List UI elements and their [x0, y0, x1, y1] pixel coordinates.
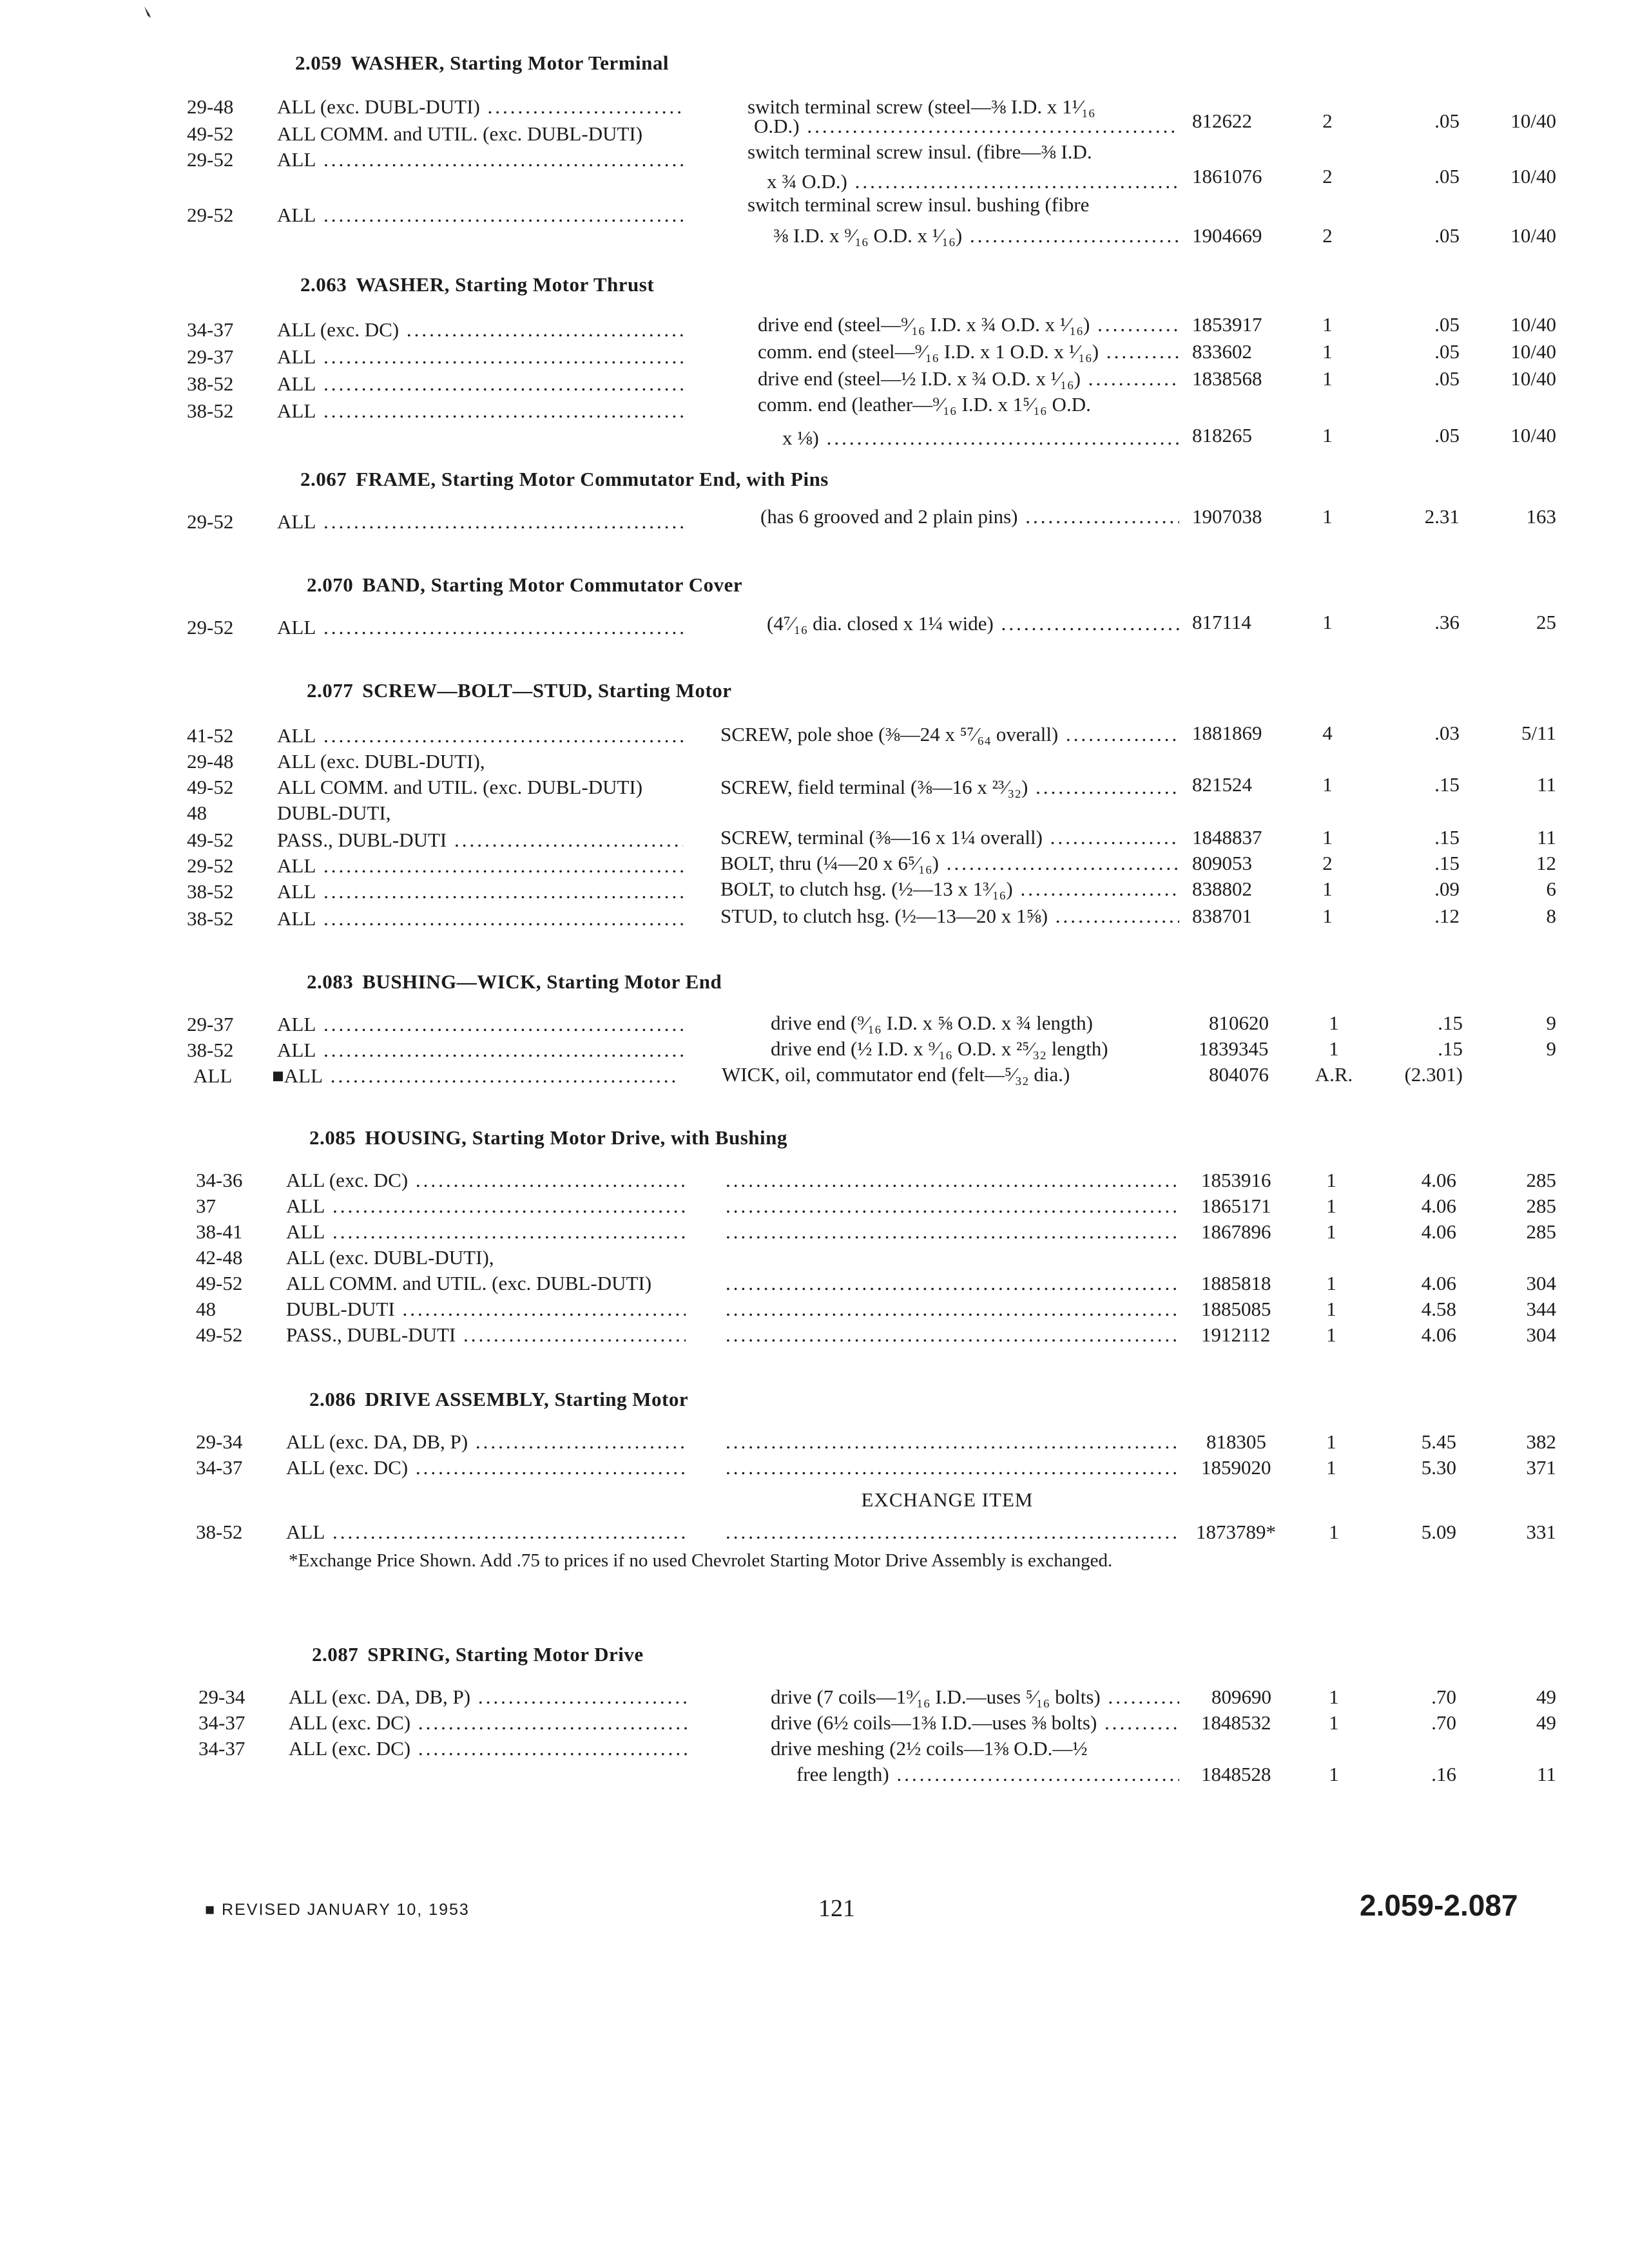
years-cell: 48 — [196, 1298, 216, 1320]
models-cell: DUBL-DUTI ..... — [286, 1298, 686, 1321]
table-row — [0, 1456, 1629, 1485]
models-cell: ALL (exc. DUBL-DUTI), — [286, 1246, 494, 1269]
quantity-cell: 1 — [1326, 1169, 1336, 1191]
price-cell: .03 — [1434, 722, 1460, 744]
part-number-cell: 1885085 — [1201, 1298, 1271, 1320]
price-cell: .09 — [1434, 878, 1460, 900]
section-title — [309, 1126, 787, 1149]
section-title — [295, 52, 669, 75]
models-cell: ALL ..... — [277, 399, 683, 423]
models-cell: DUBL-DUTI, — [277, 802, 391, 824]
models-cell: ALL ..... — [277, 880, 683, 903]
price-cell: 5.09 — [1421, 1521, 1456, 1543]
weight-cell: 12 — [1536, 852, 1556, 874]
years-cell: 29-34 — [196, 1430, 243, 1453]
weight-cell: 10/40 — [1510, 313, 1556, 336]
table-row — [0, 773, 1629, 804]
section-heading: WASHER, Starting Motor Terminal — [351, 52, 669, 74]
section-number: 2.059 — [295, 52, 342, 74]
models-cell: ALL ..... — [277, 204, 683, 227]
price-cell: 4.06 — [1421, 1272, 1456, 1294]
weight-cell: 10/40 — [1510, 110, 1556, 132]
models-cell: ■ALL ..... — [272, 1064, 678, 1088]
models-cell: ALL COMM. and UTIL. (exc. DUBL-DUTI) — [277, 776, 643, 798]
models-cell: ALL ..... — [286, 1220, 686, 1244]
price-cell: 2.31 — [1424, 505, 1460, 528]
quantity-cell: 1 — [1326, 1430, 1336, 1453]
models-cell: ALL ..... — [277, 724, 683, 747]
quantity-cell: 1 — [1326, 1220, 1336, 1243]
part-number-cell: 1853916 — [1201, 1169, 1271, 1191]
price-cell: .70 — [1431, 1711, 1456, 1734]
weight-cell: 25 — [1536, 611, 1556, 633]
years-cell: 29-52 — [187, 510, 234, 533]
description-cell: BOLT, thru (¼—20 x 6⁵⁄₁₆) ..... — [720, 852, 1179, 875]
years-cell: 34-37 — [198, 1711, 246, 1734]
price-cell: .05 — [1434, 313, 1460, 336]
part-number-cell: 838701 — [1192, 905, 1252, 927]
models-cell: PASS., DUBL-DUTI ..... — [277, 829, 683, 852]
price-cell: .05 — [1434, 367, 1460, 390]
quantity-cell: 1 — [1326, 1272, 1336, 1294]
quantity-cell: 2 — [1322, 852, 1333, 874]
price-cell: 5.45 — [1421, 1430, 1456, 1453]
description-cell: SCREW, terminal (⅜—16 x 1¼ overall) ..... — [720, 826, 1179, 849]
quantity-cell: 2 — [1322, 110, 1333, 132]
section-number: 2.086 — [309, 1388, 356, 1410]
weight-cell: 49 — [1536, 1711, 1556, 1734]
revision-date: ■ REVISED JANUARY 10, 1953 — [205, 1901, 470, 1919]
price-cell: (2.301) — [1404, 1063, 1463, 1086]
section-range: 2.059-2.087 — [1360, 1888, 1518, 1922]
quantity-cell: 1 — [1326, 1323, 1336, 1346]
description-cell — [726, 1195, 1179, 1218]
part-number-cell: 818265 — [1192, 424, 1252, 447]
section-number: 2.067 — [300, 468, 347, 490]
years-cell: 38-52 — [187, 372, 234, 395]
section-number: 2.087 — [312, 1643, 359, 1666]
price-cell: .15 — [1434, 852, 1460, 874]
description-cell: SCREW, field terminal (⅜—16 x ²³⁄₃₂) ..... — [720, 776, 1179, 799]
quantity-cell: 1 — [1326, 1456, 1336, 1479]
weight-cell: 285 — [1526, 1169, 1556, 1191]
weight-cell: 285 — [1526, 1220, 1556, 1243]
description-cell — [726, 1169, 1179, 1192]
models-cell: ALL (exc. DUBL-DUTI) ..... — [277, 95, 683, 119]
years-cell: 38-52 — [187, 399, 234, 422]
models-cell: ALL ..... — [277, 907, 683, 930]
quantity-cell: 1 — [1329, 1012, 1339, 1034]
description-cell: O.D.) ..... — [754, 115, 1179, 138]
years-cell: ALL — [193, 1064, 233, 1087]
years-cell: 38-52 — [187, 1039, 234, 1061]
table-row — [0, 1169, 1629, 1197]
part-number-cell: 1881869 — [1192, 722, 1262, 744]
section-heading: DRIVE ASSEMBLY, Starting Motor — [365, 1388, 689, 1410]
years-cell: 48 — [187, 802, 207, 824]
weight-cell: 11 — [1537, 773, 1556, 796]
weight-cell: 9 — [1546, 1012, 1556, 1034]
section-heading: HOUSING, Starting Motor Drive, with Bushing — [365, 1126, 787, 1149]
weight-cell: 285 — [1526, 1195, 1556, 1217]
description-cell: switch terminal screw insul. (fibre—⅜ I.D. — [747, 140, 1092, 163]
quantity-cell: 1 — [1322, 424, 1333, 447]
section-heading: BUSHING—WICK, Starting Motor End — [362, 970, 722, 993]
part-number-cell: 1865171 — [1201, 1195, 1271, 1217]
weight-cell: 10/40 — [1510, 224, 1556, 247]
section-title — [300, 273, 654, 296]
description-cell: (4⁷⁄₁₆ dia. closed x 1¼ wide) ..... — [767, 612, 1179, 635]
weight-cell: 344 — [1526, 1298, 1556, 1320]
quantity-cell: 1 — [1322, 367, 1333, 390]
models-cell: ALL (exc. DC) ..... — [286, 1169, 686, 1192]
description-cell: BOLT, to clutch hsg. (½—13 x 1³⁄₁₆) ..... — [720, 878, 1179, 901]
years-cell: 37 — [196, 1195, 216, 1217]
table-row — [0, 505, 1629, 539]
description-cell: comm. end (steel—⁹⁄₁₆ I.D. x 1 O.D. x ¹⁄₁₆) ..... — [758, 340, 1179, 363]
models-cell: ALL (exc. DC) ..... — [286, 1456, 686, 1479]
years-cell: 42-48 — [196, 1246, 243, 1269]
years-cell: 29-52 — [187, 616, 234, 639]
table-row — [0, 611, 1629, 644]
section-heading: SPRING, Starting Motor Drive — [367, 1643, 644, 1666]
table-row — [0, 1298, 1629, 1326]
table-row — [0, 1686, 1629, 1714]
price-cell: 4.06 — [1421, 1195, 1456, 1217]
part-number-cell: 838802 — [1192, 878, 1252, 900]
table-row — [0, 1064, 1629, 1093]
part-number-cell: 1839345 — [1199, 1037, 1269, 1060]
weight-cell: 10/40 — [1510, 367, 1556, 390]
price-cell: .36 — [1434, 611, 1460, 633]
years-cell: 49-52 — [196, 1272, 243, 1294]
price-cell: 4.58 — [1421, 1298, 1456, 1320]
section-heading: WASHER, Starting Motor Thrust — [356, 273, 655, 296]
weight-cell: 11 — [1537, 1763, 1556, 1785]
description-cell — [726, 1521, 1179, 1544]
part-number-cell: 809690 — [1211, 1686, 1271, 1708]
price-cell: .05 — [1434, 340, 1460, 363]
models-cell: ALL ..... — [277, 372, 683, 396]
quantity-cell: 1 — [1322, 773, 1333, 796]
quantity-cell: 2 — [1322, 165, 1333, 187]
description-cell: free length) ..... — [796, 1763, 1179, 1786]
part-number-cell: 1904669 — [1192, 224, 1262, 247]
description-cell: switch terminal screw (steel—⅜ I.D. x 1¹⁄₁₆ — [747, 95, 1095, 118]
price-cell: .05 — [1434, 224, 1460, 247]
part-number-cell: 812622 — [1192, 110, 1252, 132]
models-cell: ALL ..... — [277, 1013, 683, 1036]
table-row — [0, 1272, 1629, 1300]
weight-cell: 304 — [1526, 1272, 1556, 1294]
description-cell: x ¾ O.D.) ..... — [767, 170, 1179, 193]
years-cell: 29-48 — [187, 750, 234, 773]
quantity-cell: 1 — [1329, 1763, 1339, 1785]
price-cell: 4.06 — [1421, 1169, 1456, 1191]
years-cell: 34-36 — [196, 1169, 243, 1191]
table-row — [0, 424, 1629, 455]
part-number-cell: 810620 — [1209, 1012, 1269, 1034]
weight-cell: 331 — [1526, 1521, 1556, 1543]
years-cell: 41-52 — [187, 724, 234, 747]
description-cell: drive end (⁹⁄₁₆ I.D. x ⅝ O.D. x ¾ length) — [771, 1012, 1093, 1034]
description-cell: drive end (steel—½ I.D. x ¾ O.D. x ¹⁄₁₆) ..... — [758, 367, 1179, 390]
price-cell: 4.06 — [1421, 1220, 1456, 1243]
weight-cell: 371 — [1526, 1456, 1556, 1479]
table-row — [0, 1430, 1629, 1459]
models-cell: ALL (exc. DC) ..... — [289, 1737, 688, 1760]
table-row — [0, 1521, 1629, 1549]
section-title — [300, 468, 829, 491]
part-number-cell: 1838568 — [1192, 367, 1262, 390]
weight-cell: 5/11 — [1521, 722, 1556, 744]
quantity-cell: 4 — [1322, 722, 1333, 744]
part-number-cell: 817114 — [1192, 611, 1251, 633]
weight-cell: 304 — [1526, 1323, 1556, 1346]
price-cell: .05 — [1434, 110, 1460, 132]
quantity-cell: A.R. — [1315, 1063, 1353, 1086]
weight-cell: 9 — [1546, 1037, 1556, 1060]
years-cell: 49-52 — [187, 122, 234, 145]
section-number: 2.063 — [300, 273, 347, 296]
years-cell: 29-34 — [198, 1686, 246, 1708]
years-cell: 49-52 — [187, 776, 234, 798]
quantity-cell: 1 — [1322, 611, 1333, 633]
part-number-cell: 818305 — [1206, 1430, 1266, 1453]
table-row — [0, 224, 1629, 253]
description-cell — [726, 1298, 1179, 1321]
description-cell: comm. end (leather—⁹⁄₁₆ I.D. x 1⁵⁄₁₆ O.D. — [758, 393, 1091, 416]
section-heading: BAND, Starting Motor Commutator Cover — [362, 573, 743, 596]
part-number-cell: 1861076 — [1192, 165, 1262, 187]
models-cell: ALL ..... — [277, 148, 683, 171]
years-cell: 29-48 — [187, 95, 234, 118]
quantity-cell: 1 — [1322, 313, 1333, 336]
table-row — [0, 1220, 1629, 1249]
description-cell: SCREW, pole shoe (⅜—24 x ⁵⁷⁄₆₄ overall) ..... — [720, 723, 1179, 746]
description-cell: (has 6 grooved and 2 plain pins) ..... — [760, 505, 1179, 528]
price-cell: .05 — [1434, 165, 1460, 187]
part-number-cell: 1848528 — [1201, 1763, 1271, 1785]
quantity-cell: 1 — [1329, 1711, 1339, 1734]
section-number: 2.085 — [309, 1126, 356, 1149]
quantity-cell: 1 — [1326, 1298, 1336, 1320]
years-cell: 38-41 — [196, 1220, 243, 1243]
years-cell: 34-37 — [196, 1456, 243, 1479]
weight-cell: 10/40 — [1510, 165, 1556, 187]
part-number-cell: 809053 — [1192, 852, 1252, 874]
part-number-cell: 821524 — [1192, 773, 1252, 796]
part-number-cell: 804076 — [1209, 1063, 1269, 1086]
part-number-cell: 1867896 — [1201, 1220, 1271, 1243]
models-cell: ALL (exc. DC) ..... — [289, 1711, 688, 1735]
weight-cell: 49 — [1536, 1686, 1556, 1708]
years-cell: 29-37 — [187, 1013, 234, 1035]
weight-cell: 10/40 — [1510, 340, 1556, 363]
quantity-cell: 1 — [1322, 878, 1333, 900]
quantity-cell: 2 — [1322, 224, 1333, 247]
table-row — [0, 1711, 1629, 1740]
models-cell: PASS., DUBL-DUTI ..... — [286, 1323, 686, 1347]
part-number-cell: 1873789* — [1196, 1521, 1276, 1543]
description-cell — [726, 1430, 1179, 1454]
table-row — [0, 1763, 1629, 1791]
quantity-cell: 1 — [1329, 1037, 1339, 1060]
price-cell: .15 — [1434, 826, 1460, 849]
models-cell: ALL (exc. DC) ..... — [277, 318, 683, 341]
models-cell: ALL COMM. and UTIL. (exc. DUBL-DUTI) — [277, 122, 643, 145]
section-title — [307, 970, 722, 994]
description-cell — [726, 1456, 1179, 1479]
section-title — [309, 1388, 688, 1411]
description-cell: drive end (steel—⁹⁄₁₆ I.D. x ¾ O.D. x ¹⁄₁₆) ..... — [758, 313, 1179, 336]
quantity-cell: 1 — [1322, 826, 1333, 849]
models-cell: ALL ..... — [277, 616, 683, 639]
price-cell: .15 — [1438, 1012, 1463, 1034]
section-title — [307, 679, 732, 702]
part-number-cell: 1885818 — [1201, 1272, 1271, 1294]
quantity-cell: 1 — [1322, 505, 1333, 528]
models-cell: ALL ..... — [277, 345, 683, 369]
models-cell: ALL (exc. DA, DB, P) ..... — [289, 1686, 688, 1709]
weight-cell: 8 — [1546, 905, 1556, 927]
section-heading: SCREW—BOLT—STUD, Starting Motor — [362, 679, 732, 702]
weight-cell: 11 — [1537, 826, 1556, 849]
table-row — [0, 1323, 1629, 1352]
years-cell: 49-52 — [187, 829, 234, 851]
description-cell: drive meshing (2½ coils—1⅜ O.D.—½ — [771, 1737, 1088, 1760]
years-cell: 38-52 — [187, 907, 234, 930]
years-cell: 29-52 — [187, 204, 234, 226]
section-title — [312, 1643, 644, 1666]
years-cell: 29-52 — [187, 148, 234, 171]
models-cell: ALL ..... — [277, 1039, 683, 1062]
section-number: 2.077 — [307, 679, 354, 702]
table-row — [0, 1737, 1629, 1765]
part-number-cell: 1907038 — [1192, 505, 1262, 528]
description-cell: switch terminal screw insul. bushing (fibre — [747, 193, 1090, 216]
description-cell: WICK, oil, commutator end (felt—⁵⁄₃₂ dia.) — [722, 1063, 1070, 1086]
section-number: 2.070 — [307, 573, 354, 596]
description-cell — [726, 1323, 1179, 1347]
table-row — [0, 724, 1629, 753]
models-cell: ALL ..... — [286, 1195, 686, 1218]
price-cell: .15 — [1434, 773, 1460, 796]
models-cell: ALL ..... — [286, 1521, 686, 1544]
price-cell: .05 — [1434, 424, 1460, 447]
weight-cell: 10/40 — [1510, 424, 1556, 447]
years-cell: 34-37 — [198, 1737, 246, 1760]
description-cell: drive end (½ I.D. x ⁹⁄₁₆ O.D. x ²⁵⁄₃₂ length) — [771, 1037, 1108, 1060]
description-cell — [726, 1272, 1179, 1295]
quantity-cell: 1 — [1322, 340, 1333, 363]
quantity-cell: 1 — [1322, 905, 1333, 927]
description-cell: STUD, to clutch hsg. (½—13—20 x 1⅝) ..... — [720, 905, 1179, 928]
models-cell: ALL ..... — [277, 510, 683, 533]
part-number-cell: 1853917 — [1192, 313, 1262, 336]
description-cell — [726, 1220, 1179, 1244]
section-title — [307, 573, 742, 597]
exchange-price-note: *Exchange Price Shown. Add .75 to prices if no used Chevrolet Starting Motor Drive Assembly is exchanged. — [289, 1550, 1113, 1571]
years-cell: 29-52 — [187, 854, 234, 877]
section-heading: FRAME, Starting Motor Commutator End, with Pins — [356, 468, 829, 490]
page-number: 121 — [818, 1895, 855, 1922]
price-cell: .15 — [1438, 1037, 1463, 1060]
part-number-cell: 1848837 — [1192, 826, 1262, 849]
quantity-cell: 1 — [1329, 1686, 1339, 1708]
weight-cell: 163 — [1526, 505, 1556, 528]
pen-mark-icon — [143, 5, 152, 19]
models-cell: ALL COMM. and UTIL. (exc. DUBL-DUTI) — [286, 1272, 652, 1294]
years-cell: 34-37 — [187, 318, 234, 341]
weight-cell: 6 — [1546, 878, 1556, 900]
table-row — [0, 1246, 1629, 1274]
part-number-cell: 1859020 — [1201, 1456, 1271, 1479]
description-cell: ⅜ I.D. x ⁹⁄₁₆ O.D. x ¹⁄₁₆) ..... — [773, 224, 1179, 247]
exchange-item-label: EXCHANGE ITEM — [861, 1488, 1034, 1511]
price-cell: .12 — [1434, 905, 1460, 927]
models-cell: ALL (exc. DA, DB, P) ..... — [286, 1430, 686, 1454]
quantity-cell: 1 — [1329, 1521, 1339, 1543]
years-cell: 49-52 — [196, 1323, 243, 1346]
part-number-cell: 1912112 — [1201, 1323, 1271, 1346]
years-cell: 29-37 — [187, 345, 234, 368]
description-cell: x ⅛) ..... — [782, 427, 1179, 450]
price-cell: .16 — [1431, 1763, 1456, 1785]
section-number: 2.083 — [307, 970, 354, 993]
part-number-cell: 1848532 — [1201, 1711, 1271, 1734]
years-cell: 38-52 — [196, 1521, 243, 1543]
part-number-cell: 833602 — [1192, 340, 1252, 363]
weight-cell: 382 — [1526, 1430, 1556, 1453]
description-cell: drive (6½ coils—1⅜ I.D.—uses ⅜ bolts) ..... — [771, 1711, 1179, 1735]
models-cell: ALL (exc. DUBL-DUTI), — [277, 750, 485, 773]
description-cell: drive (7 coils—1⁹⁄₁₆ I.D.—uses ⁵⁄₁₆ bolts) ..... — [771, 1686, 1179, 1709]
price-cell: .70 — [1431, 1686, 1456, 1708]
quantity-cell: 1 — [1326, 1195, 1336, 1217]
years-cell: 38-52 — [187, 880, 234, 903]
table-row — [0, 907, 1629, 936]
models-cell: ALL ..... — [277, 854, 683, 878]
price-cell: 4.06 — [1421, 1323, 1456, 1346]
price-cell: 5.30 — [1421, 1456, 1456, 1479]
table-row — [0, 1195, 1629, 1223]
